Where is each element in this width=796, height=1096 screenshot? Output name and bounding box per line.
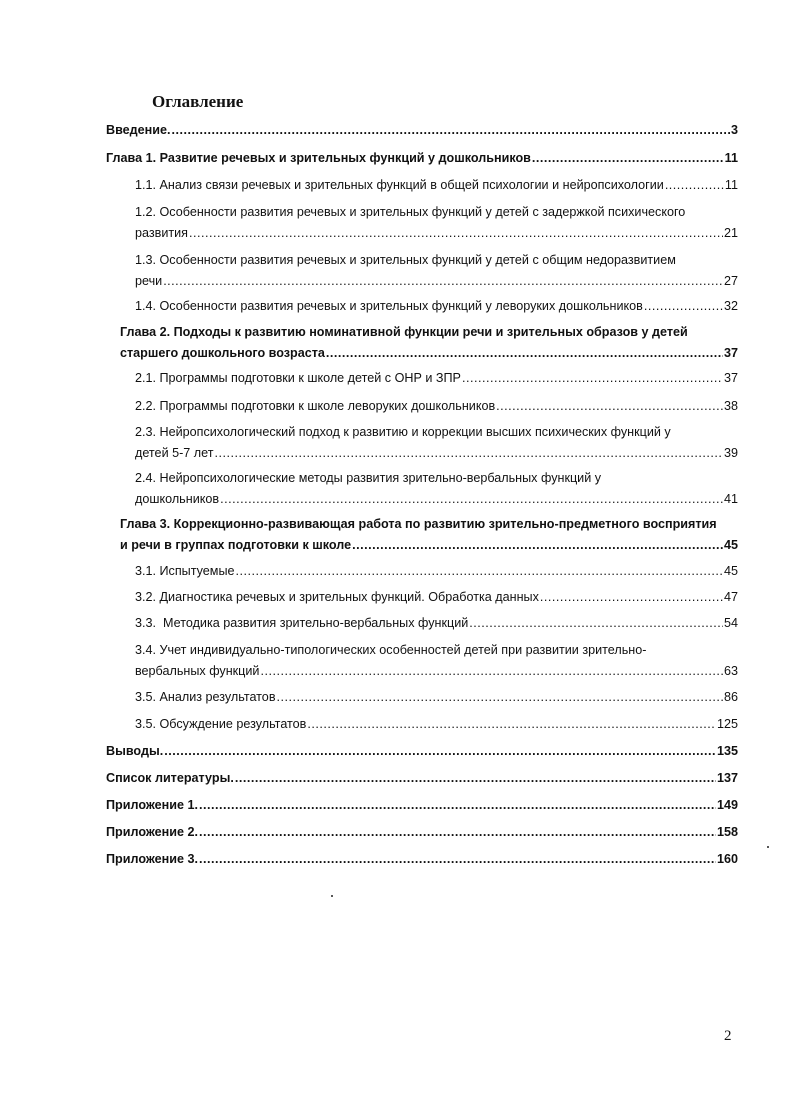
toc-page-number: 11 bbox=[724, 151, 738, 165]
toc-entry-text: вербальных функций bbox=[135, 664, 260, 678]
toc-entry-section-3-3[interactable] bbox=[135, 613, 738, 634]
toc-page-number: 38 bbox=[723, 399, 738, 413]
toc-entry-text: речи bbox=[135, 274, 163, 288]
toc-entry-text: Список литературы. bbox=[106, 771, 234, 785]
toc-entry-text: 1.1. Анализ связи речевых и зрительных функций в общей психологии и нейропсихологии bbox=[135, 178, 664, 192]
toc-entry-section-1-3[interactable] bbox=[106, 250, 738, 292]
dot-leader bbox=[260, 661, 723, 682]
toc-entry-section-1-2[interactable] bbox=[106, 202, 738, 244]
toc-entry-text: 1.4. Особенности развития речевых и зрительных функций у леворуких дошкольников bbox=[135, 299, 643, 313]
toc-entry-text: Приложение 3. bbox=[106, 852, 198, 866]
dot-leader bbox=[235, 768, 716, 789]
toc-entry-text: Выводы. bbox=[106, 744, 164, 758]
dot-leader bbox=[199, 849, 716, 870]
toc-page-number: 41 bbox=[723, 492, 738, 506]
toc-page-number: 47 bbox=[723, 590, 738, 604]
toc-entry-text: 3.1. Испытуемые bbox=[135, 564, 235, 578]
dot-leader bbox=[199, 795, 716, 816]
dot-leader bbox=[164, 741, 716, 762]
toc-page-number: 21 bbox=[723, 226, 738, 240]
dot-leader bbox=[172, 120, 730, 141]
toc-page-number: 63 bbox=[723, 664, 738, 678]
dot-leader bbox=[496, 396, 723, 417]
scan-speck bbox=[331, 895, 333, 897]
toc-entry-section-3-5-discussion[interactable] bbox=[135, 714, 738, 735]
dot-leader bbox=[462, 368, 723, 389]
toc-entry-text: Введение. bbox=[106, 123, 171, 137]
toc-entry-introduction[interactable] bbox=[106, 120, 738, 141]
dot-leader bbox=[236, 561, 723, 582]
dot-leader bbox=[220, 489, 723, 510]
toc-entry-section-2-1[interactable] bbox=[135, 368, 738, 389]
toc-entry-text: и речи в группах подготовки к школе bbox=[120, 538, 352, 552]
toc-page-number: 160 bbox=[716, 852, 738, 866]
dot-leader bbox=[326, 343, 723, 364]
toc-page-number: 158 bbox=[716, 825, 738, 839]
toc-page-number: 37 bbox=[723, 346, 738, 360]
toc-entry-text-line1: 1.2. Особенности развития речевых и зрительных функций у детей с задержкой психического bbox=[135, 205, 686, 219]
toc-entry-section-3-2[interactable] bbox=[135, 587, 738, 608]
toc-page-number: 39 bbox=[723, 446, 738, 460]
toc-page-number: 3 bbox=[730, 123, 738, 137]
toc-entry-appendix-1[interactable] bbox=[106, 795, 738, 816]
toc-entry-section-2-3[interactable] bbox=[106, 422, 738, 464]
toc-page-number: 125 bbox=[716, 717, 738, 731]
toc-page-number: 27 bbox=[723, 274, 738, 288]
dot-leader bbox=[352, 535, 723, 556]
toc-page-number: 37 bbox=[723, 371, 738, 385]
toc-entry-text: 3.3. Методика развития зрительно-вербальных функций bbox=[135, 616, 469, 630]
toc-page-number: 32 bbox=[723, 299, 738, 313]
toc-entry-text: 2.1. Программы подготовки к школе детей с ОНР и ЗПР bbox=[135, 371, 461, 385]
toc-entry-chapter-3[interactable] bbox=[106, 514, 738, 556]
toc-page-number: 45 bbox=[723, 538, 738, 552]
dot-leader bbox=[644, 296, 723, 317]
dot-leader bbox=[163, 271, 723, 292]
toc-entry-text-line1: 2.4. Нейропсихологические методы развития зрительно-вербальных функций у bbox=[135, 471, 602, 485]
toc-entry-text-line1: 1.3. Особенности развития речевых и зрительных функций у детей с общим недоразвитием bbox=[135, 253, 676, 267]
toc-entry-chapter-2[interactable] bbox=[106, 322, 738, 364]
toc-entry-section-3-4[interactable] bbox=[106, 640, 738, 682]
toc-page-number: 135 bbox=[716, 744, 738, 758]
page-title: Оглавление bbox=[152, 92, 244, 111]
toc-entry-references[interactable] bbox=[106, 768, 738, 789]
toc-entry-text: Глава 1. Развитие речевых и зрительных функций у дошкольников bbox=[106, 151, 531, 165]
toc-page-number: 137 bbox=[716, 771, 738, 785]
toc-page-number: 86 bbox=[723, 690, 738, 704]
dot-leader bbox=[540, 587, 723, 608]
dot-leader bbox=[307, 714, 716, 735]
toc-entry-text: 3.5. Обсуждение результатов bbox=[135, 717, 307, 731]
dot-leader bbox=[199, 822, 716, 843]
toc-entry-chapter-1[interactable] bbox=[106, 148, 738, 169]
toc-entry-text: развития bbox=[135, 226, 188, 240]
toc-entry-appendix-2[interactable] bbox=[106, 822, 738, 843]
toc-entry-section-2-4[interactable] bbox=[106, 468, 738, 510]
toc-entry-text: старшего дошкольного возраста bbox=[120, 346, 325, 360]
toc-entry-text-line1: 3.4. Учет индивидуально-типологических особенностей детей при развитии зрительно- bbox=[135, 643, 647, 657]
toc-entry-section-1-1[interactable] bbox=[135, 175, 738, 196]
toc-entry-section-3-1[interactable] bbox=[135, 561, 738, 582]
toc-entry-text-line1: Глава 3. Коррекционно-развивающая работа по развитию зрительно-предметного восприятия bbox=[120, 517, 717, 531]
toc-entry-text: дошкольников bbox=[135, 492, 220, 506]
scan-speck bbox=[767, 846, 769, 848]
dot-leader bbox=[215, 443, 723, 464]
dot-leader bbox=[665, 175, 724, 196]
dot-leader bbox=[189, 223, 723, 244]
toc-entry-conclusions[interactable] bbox=[106, 741, 738, 762]
dot-leader bbox=[469, 613, 723, 634]
page-number: 2 bbox=[724, 1028, 732, 1044]
toc-page-number: 54 bbox=[723, 616, 738, 630]
toc-page-number: 45 bbox=[723, 564, 738, 578]
toc-entry-text: детей 5-7 лет bbox=[135, 446, 214, 460]
dot-leader bbox=[277, 687, 723, 708]
toc-entry-section-1-4[interactable] bbox=[135, 296, 738, 317]
dot-leader bbox=[532, 148, 724, 169]
toc-entry-appendix-3[interactable] bbox=[106, 849, 738, 870]
toc-entry-text-line1: Глава 2. Подходы к развитию номинативной функции речи и зрительных образов у детей bbox=[120, 325, 688, 339]
toc-entry-text: 2.2. Программы подготовки к школе леворуких дошкольников bbox=[135, 399, 496, 413]
toc-entry-section-2-2[interactable] bbox=[135, 396, 738, 417]
toc-page-number: 11 bbox=[724, 178, 738, 192]
toc-entry-text: Приложение 1. bbox=[106, 798, 198, 812]
toc-page-number: 149 bbox=[716, 798, 738, 812]
toc-entry-section-3-5-analysis[interactable] bbox=[135, 687, 738, 708]
toc-entry-text-line1: 2.3. Нейропсихологический подход к развитию и коррекции высших психических функций у bbox=[135, 425, 671, 439]
toc-entry-text: Приложение 2. bbox=[106, 825, 198, 839]
toc-entry-text: 3.2. Диагностика речевых и зрительных функций. Обработка данных bbox=[135, 590, 539, 604]
toc-entry-text: 3.5. Анализ результатов bbox=[135, 690, 276, 704]
